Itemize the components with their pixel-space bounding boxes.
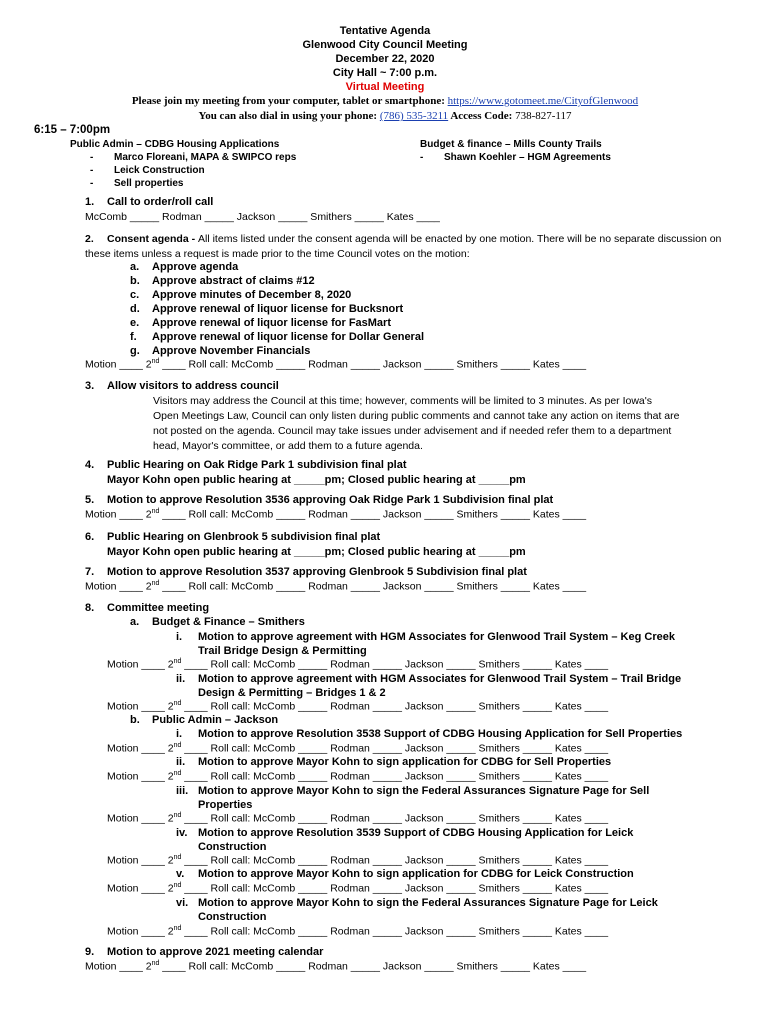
roll-call-line: Motion ____ 2nd ____ Roll call: McComb _____ Rodman _____ Jackson _____ Smithers _____ Kates ____ bbox=[85, 960, 587, 973]
agenda-item-1: 1. Call to order/roll call bbox=[85, 196, 214, 208]
item-title: Public Hearing on Glenbrook 5 subdivision final plat bbox=[107, 531, 381, 543]
hearing-line: Mayor Kohn open public hearing at _____pm; Closed public hearing at _____pm bbox=[107, 474, 526, 486]
hearing-line: Mayor Kohn open public hearing at _____pm; Closed public hearing at _____pm bbox=[107, 546, 526, 558]
pre-meeting-time: 6:15 – 7:00pm bbox=[34, 124, 111, 136]
motion-8b-i: i. Motion to approve Resolution 3538 Support of CDBG Housing Application for Sell Properties bbox=[176, 728, 683, 740]
pre-meeting-right bbox=[420, 138, 611, 164]
item-title: Public Hearing on Oak Ridge Park 1 subdivision final plat bbox=[107, 459, 407, 471]
motion-8b-iv: iv. Motion to approve Resolution 3539 Support of CDBG Housing Application for Leick Construction bbox=[176, 827, 634, 853]
item-description: All items listed under the consent agenda will be enacted by one motion. There will be no separate discussion on these items unless a request is made prior to the time Council votes on the motion: bbox=[85, 233, 722, 260]
motion-8a-i: i. Motion to approve agreement with HGM Associates for Glenwood Trail System – Keg Creek Trail Bridge Design & Permitting bbox=[176, 631, 675, 657]
pre-left-title: Public Admin – CDBG Housing Applications bbox=[70, 139, 280, 150]
header-location-time: City Hall ~ 7:00 p.m. bbox=[332, 67, 438, 79]
roll-call-line: Motion ____ 2nd ____ Roll call: McComb _____ Rodman _____ Jackson _____ Smithers _____ Kates ____ bbox=[107, 770, 609, 783]
roll-call-line: Motion ____ 2nd ____ Roll call: McComb _____ Rodman _____ Jackson _____ Smithers _____ Kates ____ bbox=[107, 882, 609, 895]
roll-call-line: Motion ____ 2nd ____ Roll call: McComb _____ Rodman _____ Jackson _____ Smithers _____ Kates ____ bbox=[107, 658, 609, 671]
list-item: d. Approve renewal of liquor license for Bucksnort bbox=[130, 303, 404, 315]
join-text: Please join my meeting from your computer, tablet or smartphone: bbox=[131, 95, 445, 107]
motion-8b-ii: ii. Motion to approve Mayor Kohn to sign application for CDBG for Sell Properties bbox=[176, 756, 612, 768]
dial-text: You can also dial in using your phone: bbox=[198, 110, 378, 122]
item-description: Visitors may address the Council at this time; however, comments will be limited to 3 minutes. As per Iowa's Open Meetings Law, Council can only listen during public comments and cannot take any action on items that are not posted on the agenda. Council may take issues under advisement and if needed refer them to a department head, Mayor's committee, or add them to a future agenda. bbox=[153, 395, 680, 452]
pre-meeting-left bbox=[70, 138, 296, 190]
item-title: Call to order/roll call bbox=[107, 196, 214, 208]
item-title: Consent agenda - bbox=[107, 233, 199, 245]
roll-call-line: McComb _____ Rodman _____ Jackson _____ Smithers _____ Kates ____ bbox=[85, 211, 440, 223]
agenda-item-6: 6. Public Hearing on Glenbrook 5 subdivision final plat Mayor Kohn open public hearing at _____pm; Closed public hearing at _____pm bbox=[85, 531, 526, 558]
roll-call-line: Motion ____ 2nd ____ Roll call: McComb _____ Rodman _____ Jackson _____ Smithers _____ Kates ____ bbox=[107, 925, 609, 938]
list-item: g. Approve November Financials bbox=[130, 345, 311, 357]
header-title: Tentative Agenda bbox=[339, 25, 431, 37]
roll-call-line: Motion ____ 2nd ____ Roll call: McComb _____ Rodman _____ Jackson _____ Smithers _____ Kates ____ bbox=[107, 742, 609, 755]
join-line bbox=[0, 94, 770, 109]
roll-call-line: Motion ____ 2nd ____ Roll call: McComb _____ Rodman _____ Jackson _____ Smithers _____ Kates ____ bbox=[107, 854, 609, 867]
roll-call-line: Motion ____ 2nd ____ Roll call: McComb _____ Rodman _____ Jackson _____ Smithers _____ Kates ____ bbox=[85, 580, 587, 593]
item-title: Motion to approve 2021 meeting calendar bbox=[107, 946, 324, 958]
sub-item-8a: a. Budget & Finance – Smithers bbox=[130, 616, 305, 628]
list-item: - Sell properties bbox=[90, 178, 184, 189]
sub-item-8b: b. Public Admin – Jackson bbox=[130, 714, 279, 726]
item-title: Allow visitors to address council bbox=[107, 380, 279, 392]
roll-call-line: Motion ____ 2nd ____ Roll call: McComb _____ Rodman _____ Jackson _____ Smithers _____ Kates ____ bbox=[107, 812, 609, 825]
dial-number-link[interactable]: (786) 535-3211 bbox=[379, 110, 449, 122]
list-item: - Shawn Koehler – HGM Agreements bbox=[420, 152, 611, 163]
list-item: - Leick Construction bbox=[90, 165, 205, 176]
header-virtual-meeting: Virtual Meeting bbox=[345, 81, 425, 93]
list-item: a. Approve agenda bbox=[130, 261, 239, 273]
agenda-item-2: 2. Consent agenda - All items listed under the consent agenda will be enacted by one motion. There will be no separate discussion on these items unless a request is made prior to the time Council votes on the motion: bbox=[85, 233, 722, 260]
roll-call-line: Motion ____ 2nd ____ Roll call: McComb _____ Rodman _____ Jackson _____ Smithers _____ Kates ____ bbox=[85, 508, 587, 521]
agenda-item-9: 9. Motion to approve 2021 meeting calendar bbox=[85, 946, 324, 958]
motion-8a-ii: ii. Motion to approve agreement with HGM Associates for Glenwood Trail System – Trail Bridge Design & Permitting – Bridges 1 & 2 bbox=[176, 673, 682, 699]
join-link[interactable]: https://www.gotomeet.me/CityofGlenwood bbox=[447, 95, 639, 107]
motion-8b-v: v. Motion to approve Mayor Kohn to sign application for CDBG for Leick Construction bbox=[176, 868, 634, 880]
access-label: Access Code: bbox=[450, 110, 513, 122]
roll-call-line: Motion ____ 2nd ____ Roll call: McComb _____ Rodman _____ Jackson _____ Smithers _____ Kates ____ bbox=[85, 358, 587, 371]
agenda-header bbox=[0, 24, 770, 94]
agenda-item-3: 3. Allow visitors to address council bbox=[85, 380, 279, 392]
header-date: December 22, 2020 bbox=[335, 53, 435, 65]
list-item: - Marco Floreani, MAPA & SWIPCO reps bbox=[90, 152, 297, 163]
dial-line bbox=[0, 109, 770, 124]
item-title: Committee meeting bbox=[107, 602, 210, 614]
agenda-item-8: 8. Committee meeting bbox=[85, 602, 210, 614]
item-title: Motion to approve Resolution 3536 approving Oak Ridge Park 1 Subdivision final plat bbox=[107, 494, 554, 506]
roll-call-line: Motion ____ 2nd ____ Roll call: McComb _____ Rodman _____ Jackson _____ Smithers _____ Kates ____ bbox=[107, 700, 609, 713]
motion-8b-vi: vi. Motion to approve Mayor Kohn to sign the Federal Assurances Signature Page for Leick Construction bbox=[176, 897, 658, 923]
motion-8b-iii: iii. Motion to approve Mayor Kohn to sign the Federal Assurances Signature Page for Sell Properties bbox=[176, 785, 650, 811]
header-meeting-name: Glenwood City Council Meeting bbox=[302, 39, 468, 51]
list-item: b. Approve abstract of claims #12 bbox=[130, 275, 315, 287]
agenda-item-7: 7. Motion to approve Resolution 3537 approving Glenbrook 5 Subdivision final plat bbox=[85, 566, 527, 578]
list-item: f. Approve renewal of liquor license for Dollar General bbox=[130, 331, 425, 343]
list-item: c. Approve minutes of December 8, 2020 bbox=[130, 289, 352, 301]
list-item: e. Approve renewal of liquor license for FasMart bbox=[130, 317, 391, 329]
consent-list bbox=[130, 260, 424, 358]
item-title: Motion to approve Resolution 3537 approving Glenbrook 5 Subdivision final plat bbox=[107, 566, 527, 578]
access-code: 738-827-117 bbox=[515, 110, 572, 122]
pre-right-title: Budget & finance – Mills County Trails bbox=[420, 139, 602, 150]
agenda-item-5: 5. Motion to approve Resolution 3536 approving Oak Ridge Park 1 Subdivision final plat bbox=[85, 494, 554, 506]
agenda-item-4: 4. Public Hearing on Oak Ridge Park 1 subdivision final plat Mayor Kohn open public hearing at _____pm; Closed public hearing at _____pm bbox=[85, 459, 526, 486]
